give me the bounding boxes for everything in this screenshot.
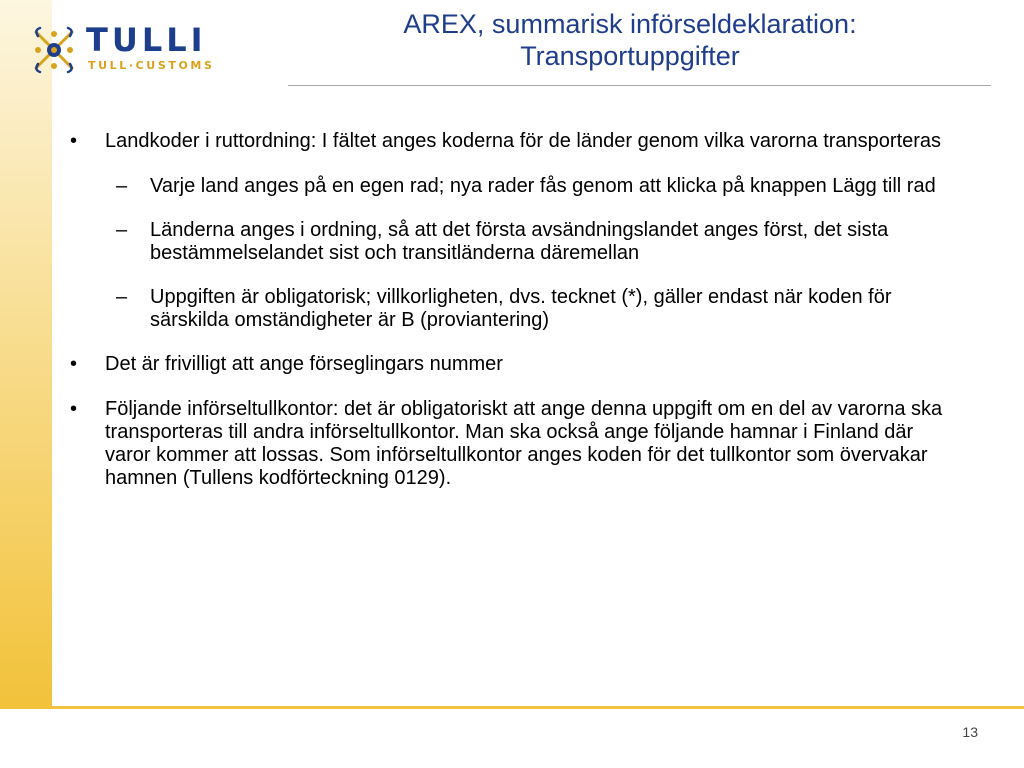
side-decoration-band [0, 0, 52, 706]
bullet-item [64, 353, 964, 376]
bullet-text: Varje land anges på en egen rad; nya rader fås genom att klicka på knappen Lägg till rad [150, 175, 936, 197]
slide-content [64, 130, 964, 512]
bullet-marker: – [116, 286, 128, 308]
bullet-item [64, 130, 964, 153]
bullet-marker: – [116, 219, 128, 241]
sub-bullet-item [64, 175, 964, 198]
bullet-text: Följande införseltullkontor: det är obligatoriskt att ange denna uppgift om en del av varorna ska transporteras till andra införseltullkontor. Man ska också ange följande hamnar i Finland där varor kommer att lossas. Som införseltullkontor anges koden för det tullkontor som övervakar hamnen (Tullens kodförteckning 0129). [105, 398, 943, 489]
bullet-text: Länderna anges i ordning, så att det första avsändningslandet anges först, det sista bestämmelselandet sist och transitländerna däremellan [150, 219, 889, 264]
customs-emblem-icon [28, 24, 80, 76]
page-number: 13 [962, 724, 978, 740]
slide-title-line-2: Transportuppgifter [520, 41, 740, 71]
slide-title [300, 8, 960, 72]
sub-bullet-item [64, 286, 964, 332]
logo-subtitle: TULL·CUSTOMS [88, 59, 215, 72]
slide-title-line-1: AREX, summarisk införseldeklaration: [403, 9, 857, 39]
bullet-marker: • [70, 130, 78, 152]
bullet-text: Uppgiften är obligatorisk; villkorligheten, dvs. tecknet (*), gäller endast när koden för särskilda omständigheter är B (proviantering) [150, 286, 892, 331]
bullet-marker: • [70, 353, 78, 375]
footer-divider [0, 706, 1024, 709]
bullet-text: Det är frivilligt att ange förseglingars nummer [105, 353, 503, 375]
sub-bullet-item [64, 219, 964, 265]
bullet-marker: • [70, 398, 78, 420]
bullet-text: Landkoder i ruttordning: I fältet anges koderna för de länder genom vilka varorna transporteras [105, 130, 942, 152]
logo-name: TULLI [86, 21, 207, 59]
title-divider [288, 85, 991, 86]
bullet-marker: – [116, 175, 128, 197]
bullet-item [64, 398, 964, 490]
tulli-logo [28, 22, 268, 78]
